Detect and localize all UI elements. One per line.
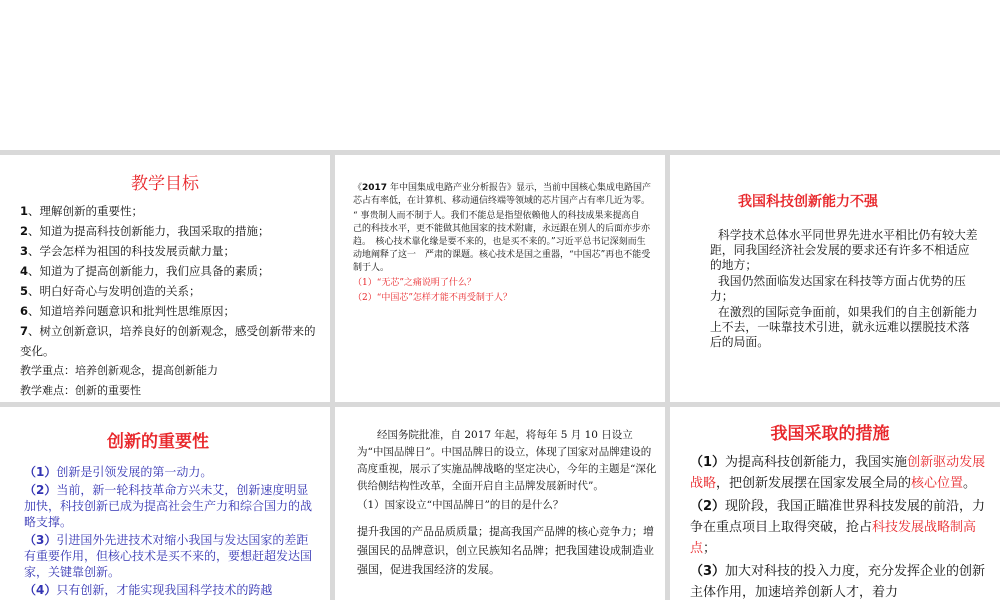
paragraph: 在激烈的国际竞争面前，如果我们的自主创新能力上不去，一味靠技术引进，就永远难以摆脱技术落后的局面。 [710,305,978,349]
quote-paragraph: “ 事贵制人而不制于人。我们不能总是指望依赖他人的科技成果来提高自 己的科技水平，更不能做其他国家的技术附庸，永远跟在别人的后面亦步亦趋。 核心技术靠化缘是要不来的，也是买不来的。”习近平总书记深刻而生动地阐释了这一 严肃的课题。核心技术是国之重器，“中国芯”再也不能受制于人。 [353,211,651,273]
slide-title: 创新的重要性 [107,432,209,452]
objective-item: 4、知道为了提高创新能力，我们应具备的素质； [20,264,270,278]
slide-measures[interactable] [670,407,1000,600]
slide-teaching-objectives[interactable] [0,155,330,402]
report-paragraph: 《2017 年中国集成电路产业分析报告》显示，当前中国核心集成电路国产芯占有率低，在计算机、移动通信终端等领域的芯片国产占有率几近为零。 [353,183,651,206]
paragraph: 我国仍然面临发达国家在科技等方面占优势的压力； [710,274,966,303]
weak-innovation-content [710,228,980,350]
brand-day-paragraph: 经国务院批准，自 2017 年起，将每年 5 月 10 日设立为“中国品牌日”。中国品牌日的设立，体现了国家对品牌建设的高度重视，展示了实施品牌战略的坚定决心，今年的主题是“深化供给侧结构性改革，全面开启自主品牌发展新时代”。 [357,429,657,492]
list-item: （3）引进国外先进技术对缩小我国与发达国家的差距有重要作用，但核心技术是买不来的，要想赶超发达国家，关键靠创新。 [24,533,313,579]
slide-weak-innovation[interactable] [670,155,1000,402]
chip-case-content [353,182,653,305]
key-point: 教学重点：培养创新观念，提高创新能力 [20,364,218,377]
objective-item: 3、学会怎样为祖国的科技发展贡献力量； [20,244,236,258]
objective-item: 1、理解创新的重要性； [20,204,144,218]
difficulty-point: 教学难点：创新的重要性 [20,384,141,397]
objective-item: 5、明白好奇心与发明创造的关系； [20,284,201,298]
importance-list [24,464,316,598]
slide-title: 我国采取的措施 [770,424,890,444]
objectives-list [20,201,318,401]
slide-chip-case[interactable] [335,155,665,402]
list-item: （1）创新是引领发展的第一动力。 [24,465,213,479]
objective-item: 2、知道为提高科技创新能力，我国采取的措施； [20,224,270,238]
slide-importance-of-innovation[interactable] [0,407,330,600]
slide-title: 教学目标 [131,174,199,194]
measures-list [690,452,990,600]
brand-day-content [357,427,657,579]
objective-item: 6、知道培养问题意识和批判性思维原因； [20,304,236,318]
question-1: （1）“无芯”之痛说明了什么？ [353,278,476,288]
list-item: （2）现阶段，我国正瞄准世界科技发展的前沿，力争在重点项目上取得突破，抢占科技发展战略制高点； [690,499,986,556]
question-2: （2）“中国芯”怎样才能不再受制于人？ [353,293,512,303]
objective-item: 7、树立创新意识，培养良好的创新观念，感受创新带来的变化。 [20,324,316,358]
list-item: （3）加大对科技的投入力度，充分发挥企业的创新主体作用，加速培养创新人才，着力 [690,564,986,600]
brand-day-question: （1）国家设立“中国品牌日”的目的是什么？ [357,499,564,511]
slide-title: 我国科技创新能力不强 [738,194,878,210]
list-item: （1）为提高科技创新能力，我国实施创新驱动发展战略，把创新发展摆在国家发展全局的核心位置。 [690,455,986,491]
list-item: （2）当前，新一轮科技革命方兴未艾，创新速度明显加快，科技创新已成为提高社会生产力和综合国力的战略支撑。 [24,483,313,529]
list-item: （4）只有创新，才能实现我国科学技术的跨越 [24,583,273,597]
slide-brand-day[interactable] [335,407,665,600]
brand-day-answer: 提升我国的产品品质质量；提高我国产品牌的核心竞争力；增强国民的品牌意识，创立民族知名品牌；把我国建设成制造业强国，促进我国经济的发展。 [357,525,654,576]
paragraph: 科学技术总体水平同世界先进水平相比仍有较大差距，同我国经济社会发展的要求还有许多不相适应的地方； [710,228,978,272]
